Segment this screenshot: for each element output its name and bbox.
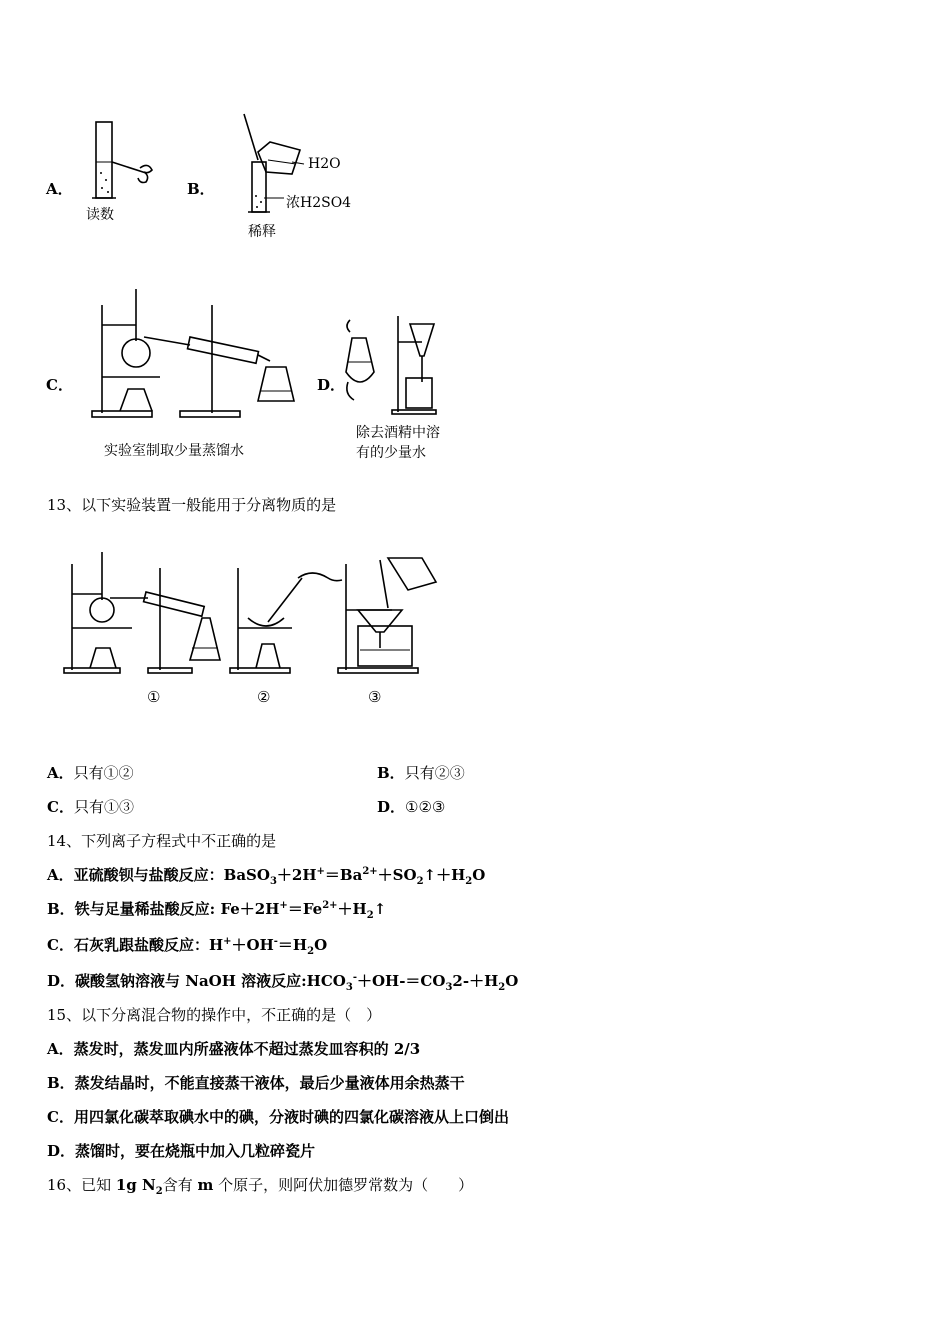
q14-stem: 14、下列离子方程式中不正确的是	[47, 832, 277, 850]
q14-option-b[interactable]: B．铁与足量稀盐酸反应: $Fe+2H^+=Fe^{2+}+H_2↑$	[47, 900, 387, 921]
distillation-apparatus-figure	[90, 285, 300, 425]
option-a-label: A．	[46, 180, 73, 198]
q13-option-b[interactable]: B．只有②③	[377, 764, 465, 782]
figure-d-caption-line2: 有的少量水	[356, 445, 426, 461]
q15-stem: 15、以下分离混合物的操作中，不正确的是（ ）	[47, 1006, 382, 1024]
q13-option-c[interactable]: C．只有①③	[47, 798, 134, 816]
q15-option-d[interactable]: D．蒸馏时，要在烧瓶中加入几粒碎瓷片	[47, 1142, 316, 1160]
q13-option-a[interactable]: A．只有①②	[47, 764, 134, 782]
q14-option-c[interactable]: C．石灰乳跟盐酸反应：$H^++OH^-=H_2O$	[47, 936, 328, 957]
q15-option-b[interactable]: B．蒸发结晶时，不能直接蒸干液体，最后少量液体用余热蒸干	[47, 1074, 465, 1092]
option-b-label: B．	[187, 180, 215, 198]
figure-label-3: ③	[368, 688, 382, 706]
figure-label-2: ②	[257, 688, 271, 706]
h2o-label: H2O	[308, 156, 341, 172]
figure-a-caption: 读数	[86, 207, 114, 223]
q15-option-a[interactable]: A．蒸发时，蒸发皿内所盛液体不超过蒸发皿容积的 2/3	[47, 1040, 421, 1058]
figure-d-caption-line1: 除去酒精中溶	[356, 425, 440, 441]
separation-apparatus-figure	[62, 548, 452, 678]
conc-h2so4-label: 浓H2SO4	[286, 195, 352, 211]
figure-c-caption: 实验室制取少量蒸馏水	[104, 443, 244, 459]
option-d-label: D．	[317, 376, 346, 394]
separatory-funnel-figure	[340, 312, 450, 422]
q14-option-a[interactable]: A．亚硫酸钡与盐酸反应：$BaSO_3+2H^+=Ba^{2+}+SO_2↑+H_2O$	[47, 866, 486, 887]
q13-stem: 13、以下实验装置一般能用于分离物质的是	[47, 496, 337, 514]
q16-stem: 16、已知 1g $N_2$含有 m 个原子，则阿伏加德罗常数为（ ）	[47, 1176, 474, 1197]
option-c-label: C．	[46, 376, 73, 394]
q13-option-d[interactable]: D．①②③	[377, 798, 446, 816]
figure-label-1: ①	[147, 688, 161, 706]
figure-b-caption: 稀释	[248, 224, 276, 240]
q14-option-d[interactable]: D．碳酸氢钠溶液与 NaOH 溶液反应$:HCO_3^-+OH-=CO_32-+H_2O$	[47, 972, 519, 993]
q15-option-c[interactable]: C．用四氯化碳萃取碘水中的碘，分液时碘的四氯化碳溶液从上口倒出	[47, 1108, 509, 1126]
